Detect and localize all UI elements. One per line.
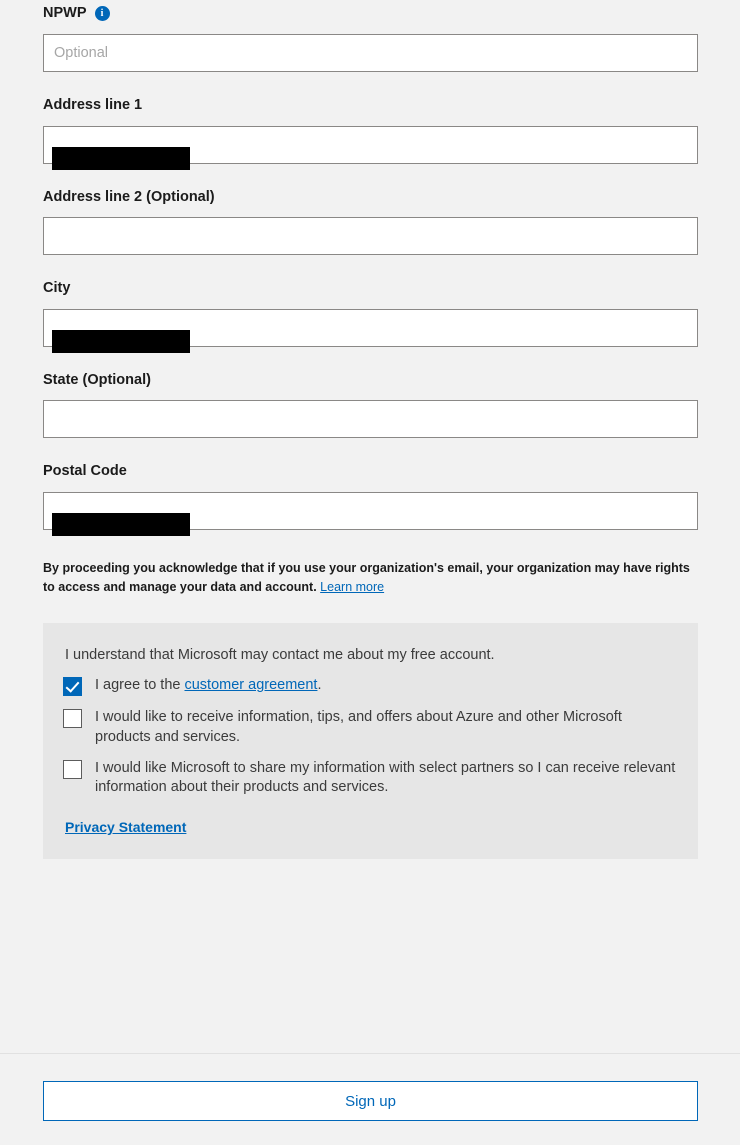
field-label-city bbox=[43, 281, 698, 296]
address-line-2-input[interactable] bbox=[43, 217, 698, 255]
privacy-statement-link[interactable]: Privacy Statement bbox=[65, 819, 187, 836]
state-input[interactable] bbox=[43, 400, 698, 438]
postal-code-input-wrap bbox=[43, 492, 698, 530]
field-state bbox=[43, 373, 698, 439]
organization-disclaimer-text: By proceeding you acknowledge that if you use your organization's email, your organization may have rights to access and manage your data and account. bbox=[43, 560, 690, 594]
footer-bar bbox=[0, 1053, 740, 1145]
npwp-input[interactable] bbox=[43, 34, 698, 72]
field-label-address-line-2 bbox=[43, 190, 698, 205]
field-postal-code bbox=[43, 464, 698, 530]
spacer bbox=[43, 438, 698, 464]
field-city bbox=[43, 281, 698, 347]
address-line-1-input-wrap bbox=[43, 126, 698, 164]
checkbox-partner-sharing[interactable] bbox=[63, 760, 82, 779]
sign-up-button[interactable]: Sign up bbox=[43, 1081, 698, 1121]
field-label-text: Postal Code bbox=[43, 463, 127, 479]
info-icon[interactable]: i bbox=[95, 6, 110, 21]
consent-box bbox=[43, 623, 698, 859]
field-label-text: City bbox=[43, 280, 71, 296]
consent-text-before: I agree to the bbox=[95, 677, 185, 694]
redaction-overlay bbox=[52, 330, 190, 353]
checkbox-customer-agreement[interactable] bbox=[63, 677, 82, 696]
field-label-npwp bbox=[43, 0, 698, 21]
field-address-line-1 bbox=[43, 98, 698, 164]
consent-row-customer-agreement[interactable] bbox=[63, 676, 678, 696]
spacer bbox=[43, 255, 698, 281]
field-label-postal-code bbox=[43, 464, 698, 479]
consent-intro-text: I understand that Microsoft may contact me about my free account. bbox=[65, 647, 495, 664]
consent-label-customer-agreement bbox=[95, 676, 322, 695]
organization-disclaimer bbox=[43, 559, 698, 598]
redaction-overlay bbox=[52, 147, 190, 170]
checkbox-marketing[interactable] bbox=[63, 709, 82, 728]
field-label-text: NPWP bbox=[43, 5, 87, 22]
redaction-overlay bbox=[52, 513, 190, 536]
spacer bbox=[43, 72, 698, 98]
customer-agreement-link[interactable]: customer agreement bbox=[184, 677, 318, 694]
consent-label-partner-sharing: I would like Microsoft to share my information with select partners so I can receive relevant information about their products and services. bbox=[95, 759, 676, 796]
city-input-wrap bbox=[43, 309, 698, 347]
learn-more-link[interactable]: Learn more bbox=[320, 579, 385, 594]
field-npwp bbox=[43, 0, 698, 72]
field-label-text: Address line 1 bbox=[43, 97, 143, 113]
consent-row-marketing[interactable] bbox=[63, 708, 678, 747]
field-label-text: Address line 2 (Optional) bbox=[43, 188, 215, 205]
consent-text-after: . bbox=[317, 677, 322, 694]
field-address-line-2 bbox=[43, 190, 698, 256]
field-label-text: State (Optional) bbox=[43, 371, 151, 388]
field-label-address-line-1 bbox=[43, 98, 698, 113]
field-label-state bbox=[43, 373, 698, 388]
consent-row-partner-sharing[interactable] bbox=[63, 759, 678, 798]
consent-label-marketing: I would like to receive information, tips, and offers about Azure and other Microsoft products and services. bbox=[95, 709, 622, 745]
